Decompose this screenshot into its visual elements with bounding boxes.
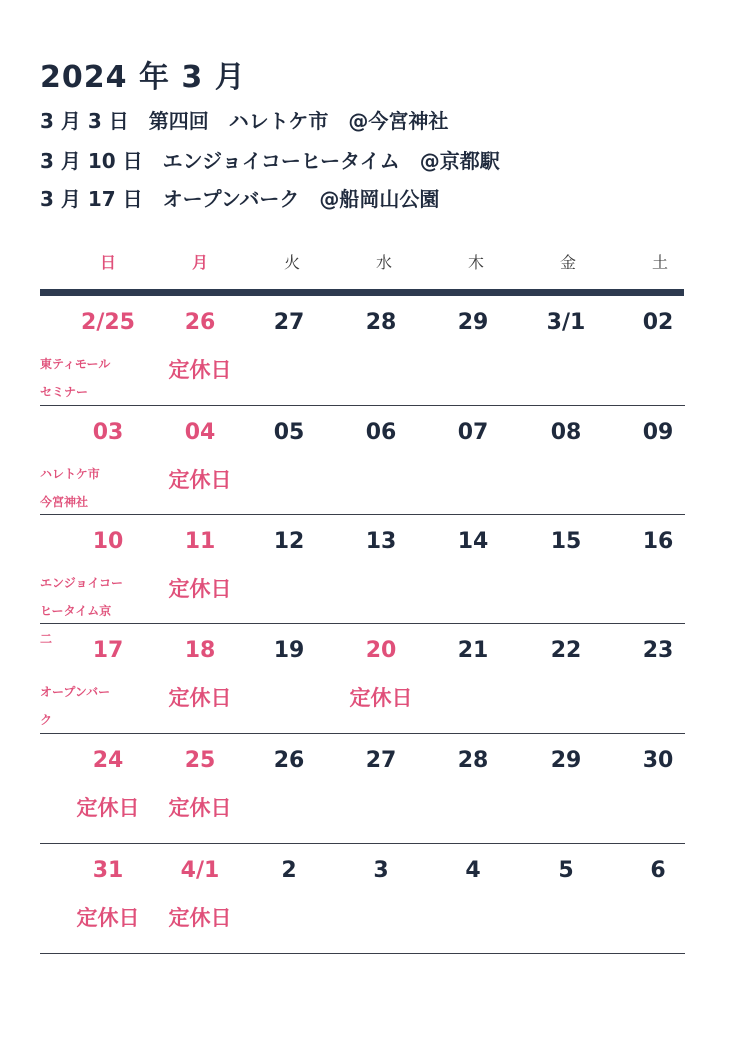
day-number: 29 xyxy=(457,310,489,335)
day-number: 04 xyxy=(184,420,216,445)
day-cell xyxy=(154,296,246,406)
day-number: 26 xyxy=(184,310,216,335)
closed-day-label: 定休日 xyxy=(168,906,232,930)
day-cell xyxy=(243,624,335,734)
day-cell xyxy=(154,515,246,625)
day-cell xyxy=(427,734,519,844)
day-cell xyxy=(427,624,519,734)
day-number: 3/1 xyxy=(546,310,586,335)
day-number: 26 xyxy=(273,748,305,773)
day-number: 08 xyxy=(550,420,582,445)
closed-day-label: 定休日 xyxy=(168,468,232,492)
closed-day-label: 定休日 xyxy=(168,686,232,710)
day-number: 05 xyxy=(273,420,305,445)
day-number: 27 xyxy=(273,310,305,335)
day-cell xyxy=(243,515,335,625)
day-cell xyxy=(612,844,704,954)
day-number: 4/1 xyxy=(180,858,220,883)
day-number: 02 xyxy=(642,310,674,335)
day-number: 09 xyxy=(642,420,674,445)
day-number: 15 xyxy=(550,529,582,554)
day-cell xyxy=(612,624,704,734)
day-cell xyxy=(520,734,612,844)
weekday-thu: 木 xyxy=(467,253,484,272)
day-number: 19 xyxy=(273,638,305,663)
day-number: 5 xyxy=(558,858,574,883)
day-cell xyxy=(612,406,704,516)
day-cell xyxy=(154,844,246,954)
weekday-sat: 土 xyxy=(651,253,668,272)
day-number: 6 xyxy=(650,858,666,883)
day-cell xyxy=(427,844,519,954)
day-cell xyxy=(335,734,427,844)
event-line: 3 月 10 日 エンジョイコーヒータイム @京都駅 xyxy=(40,149,500,173)
day-number: 10 xyxy=(92,529,124,554)
header-divider xyxy=(40,289,684,296)
event-note: ハレトケ市 今宮神社 xyxy=(40,467,100,509)
day-number: 28 xyxy=(457,748,489,773)
day-number: 2/25 xyxy=(81,310,135,335)
day-cell xyxy=(520,296,612,406)
row-divider xyxy=(40,953,685,954)
day-cell xyxy=(427,296,519,406)
day-cell xyxy=(243,844,335,954)
day-number: 31 xyxy=(92,858,124,883)
weekday-mon: 月 xyxy=(191,253,208,272)
day-number: 4 xyxy=(465,858,481,883)
day-cell xyxy=(40,624,154,734)
closed-day-label: 定休日 xyxy=(168,796,232,820)
day-cell xyxy=(62,734,154,844)
event-note: オープンバー ク xyxy=(40,685,111,727)
day-cell xyxy=(40,406,154,516)
day-cell xyxy=(40,515,154,646)
day-number: 20 xyxy=(365,638,397,663)
day-number: 07 xyxy=(457,420,489,445)
day-cell xyxy=(62,844,154,954)
day-cell xyxy=(520,406,612,516)
day-number: 24 xyxy=(92,748,124,773)
day-number: 14 xyxy=(457,529,489,554)
day-cell xyxy=(520,624,612,734)
weekday-tue: 火 xyxy=(283,253,300,272)
day-number: 17 xyxy=(92,638,124,663)
event-line: 3 月 3 日 第四回 ハレトケ市 @今宮神社 xyxy=(40,109,449,133)
day-number: 30 xyxy=(642,748,674,773)
day-cell xyxy=(520,844,612,954)
day-number: 29 xyxy=(550,748,582,773)
day-number: 28 xyxy=(365,310,397,335)
day-number: 2 xyxy=(281,858,297,883)
day-number: 06 xyxy=(365,420,397,445)
day-cell xyxy=(612,734,704,844)
day-cell xyxy=(154,624,246,734)
closed-day-label: 定休日 xyxy=(168,577,232,601)
day-number: 25 xyxy=(184,748,216,773)
closed-day-label: 定休日 xyxy=(168,358,232,382)
day-cell xyxy=(335,406,427,516)
day-number: 03 xyxy=(92,420,124,445)
closed-day-label: 定休日 xyxy=(76,796,140,820)
day-cell xyxy=(612,515,704,625)
day-cell xyxy=(154,734,246,844)
day-cell xyxy=(335,844,427,954)
weekday-sun: 日 xyxy=(99,253,116,272)
day-number: 16 xyxy=(642,529,674,554)
day-number: 3 xyxy=(373,858,389,883)
day-number: 12 xyxy=(273,529,305,554)
event-line: 3 月 17 日 オープンバーク @船岡山公園 xyxy=(40,187,440,211)
page-title: 2024 年 3 月 xyxy=(40,60,246,95)
day-number: 11 xyxy=(184,529,216,554)
day-cell xyxy=(335,624,427,734)
day-cell xyxy=(520,515,612,625)
day-cell xyxy=(612,296,704,406)
day-cell xyxy=(154,406,246,516)
closed-day-label: 定休日 xyxy=(349,686,413,710)
event-note: 東ティモール セミナー xyxy=(40,357,111,399)
weekday-fri: 金 xyxy=(559,253,576,272)
day-number: 18 xyxy=(184,638,216,663)
day-cell xyxy=(427,515,519,625)
day-cell xyxy=(335,296,427,406)
day-cell xyxy=(40,296,154,406)
day-cell xyxy=(243,406,335,516)
event-note: エンジョイコー ヒータイム京 二 xyxy=(40,576,123,646)
day-number: 13 xyxy=(365,529,397,554)
weekday-wed: 水 xyxy=(375,253,392,272)
day-cell xyxy=(335,515,427,625)
day-number: 27 xyxy=(365,748,397,773)
day-cell xyxy=(243,734,335,844)
day-number: 23 xyxy=(642,638,674,663)
day-cell xyxy=(427,406,519,516)
day-number: 21 xyxy=(457,638,489,663)
day-cell xyxy=(243,296,335,406)
day-number: 22 xyxy=(550,638,582,663)
closed-day-label: 定休日 xyxy=(76,906,140,930)
